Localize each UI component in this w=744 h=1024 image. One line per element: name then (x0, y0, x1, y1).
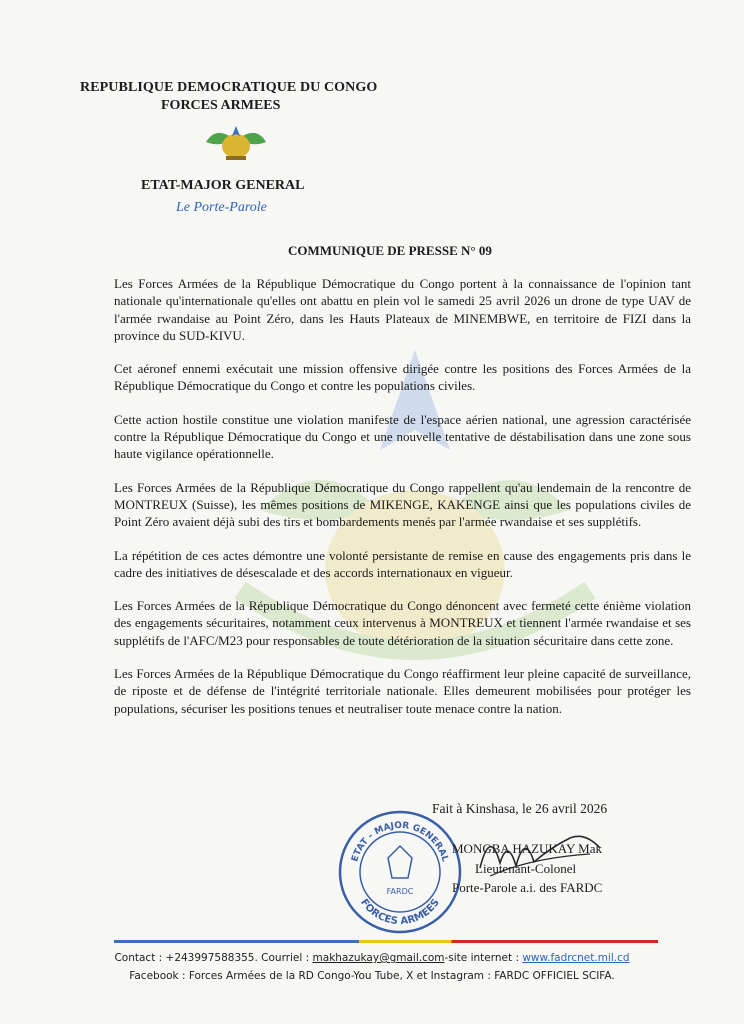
place-date: Fait à Kinshasa, le 26 avril 2026 (432, 801, 608, 816)
svg-text:ETAT - MAJOR GENERAL (350, 821, 449, 863)
footer-contact-prefix: Contact : +243997588355. Courriel : (114, 952, 313, 964)
paragraph-6: Les Forces Armées de la République Démocratique du Congo dénoncent avec fermeté cette énième violation des engagements sécuritaires, notamment ceux intervenus à MONTREUX et tiennent l'armée rwandaise et ses supplétifs de l'AFC/M23 pour responsables de toute détérioration de la situation sécuritaire dans cette zone. (114, 598, 691, 648)
footer-website-link[interactable]: www.fadrcnet.mil.cd (522, 952, 630, 964)
header-etat-major: ETAT-MAJOR GENERAL (141, 178, 305, 193)
paragraph-3: Cette action hostile constitue une violation manifeste de l'espace aérien national, une agression caractérisée contre la République Démocratique du Congo et une nouvelle tentative de déstabilisation dans une zone sous haute vigilance opérationnelle. (114, 411, 691, 462)
footer-site-prefix: -site internet : (444, 952, 523, 964)
official-stamp-icon (336, 808, 464, 936)
paragraph-1: Les Forces Armées de la République Démocratique du Congo portent à la connaissance de l'opinion tant nationale qu'internationale qu'elles ont abattu en plein vol le samedi 25 avril 2026 un drone de type UAV de l'armée rwandaise au Point Zéro, dans les Hauts Plateaux de MINEMBWE, en territoire de FIZI dans la province du SUD-KIVU. (114, 276, 691, 343)
footer-flag-divider (114, 940, 658, 943)
footer-contact-line (0, 952, 744, 964)
signatory-name: MONGBA HAZUKAY Mak (452, 841, 602, 856)
signatory-rank: Lieutenant-Colonel (475, 861, 577, 876)
stamp-bottom-text: FORCES ARMEES (358, 897, 442, 928)
footer-social-line: Facebook : Forces Armées de la RD Congo-You Tube, X et Instagram : FARDC OFFICIEL SCIFA. (129, 970, 615, 982)
paragraph-4: Les Forces Armées de la République Démocratique du Congo rappellent qu'au lendemain de la rencontre de MONTREUX (Suisse), les mêmes positions de MIKENGE, KAKENGE ainsi que les populations civiles de Point Zéro avaient déjà subi des tirs et bombardements menés par l'armée rwandaise et ses supplétifs. (114, 479, 691, 530)
page-title: COMMUNIQUE DE PRESSE N° 09 (288, 243, 492, 258)
paragraph-7: Les Forces Armées de la République Démocratique du Congo réaffirment leur pleine capacité de surveillance, de riposte et de défense de l'intégrité territoriale nationale. Elles demeurent mobilisées pour protéger les populations, sécuriser les positions tenues et neutraliser toute menace contre la nation. (114, 666, 691, 716)
paragraph-5: La répétition de ces actes démontre une volonté persistante de remise en cause des engagements pris dans le cadre des initiatives de désescalade et des accords internationaux en vigueur. (114, 547, 691, 580)
stamp-top-text: ETAT - MAJOR GENERAL (350, 820, 450, 863)
header-forces: FORCES ARMEES (161, 98, 281, 113)
signatory-role: Porte-Parole a.i. des FARDC (452, 880, 603, 895)
paragraph-2: Cet aéronef ennemi exécutait une mission offensive dirigée contre les positions des Forces Armées de la République Démocratique du Congo et contre les populations civiles. (114, 361, 691, 394)
footer-email-link[interactable]: makhazukay@gmail.com (312, 952, 445, 964)
header-porte-parole: Le Porte-Parole (176, 200, 267, 215)
communique-body (114, 275, 691, 733)
header-country: REPUBLIQUE DEMOCRATIQUE DU CONGO (80, 80, 378, 95)
fardc-emblem-icon (202, 120, 270, 162)
stamp-center-text: FARDC (386, 887, 414, 896)
